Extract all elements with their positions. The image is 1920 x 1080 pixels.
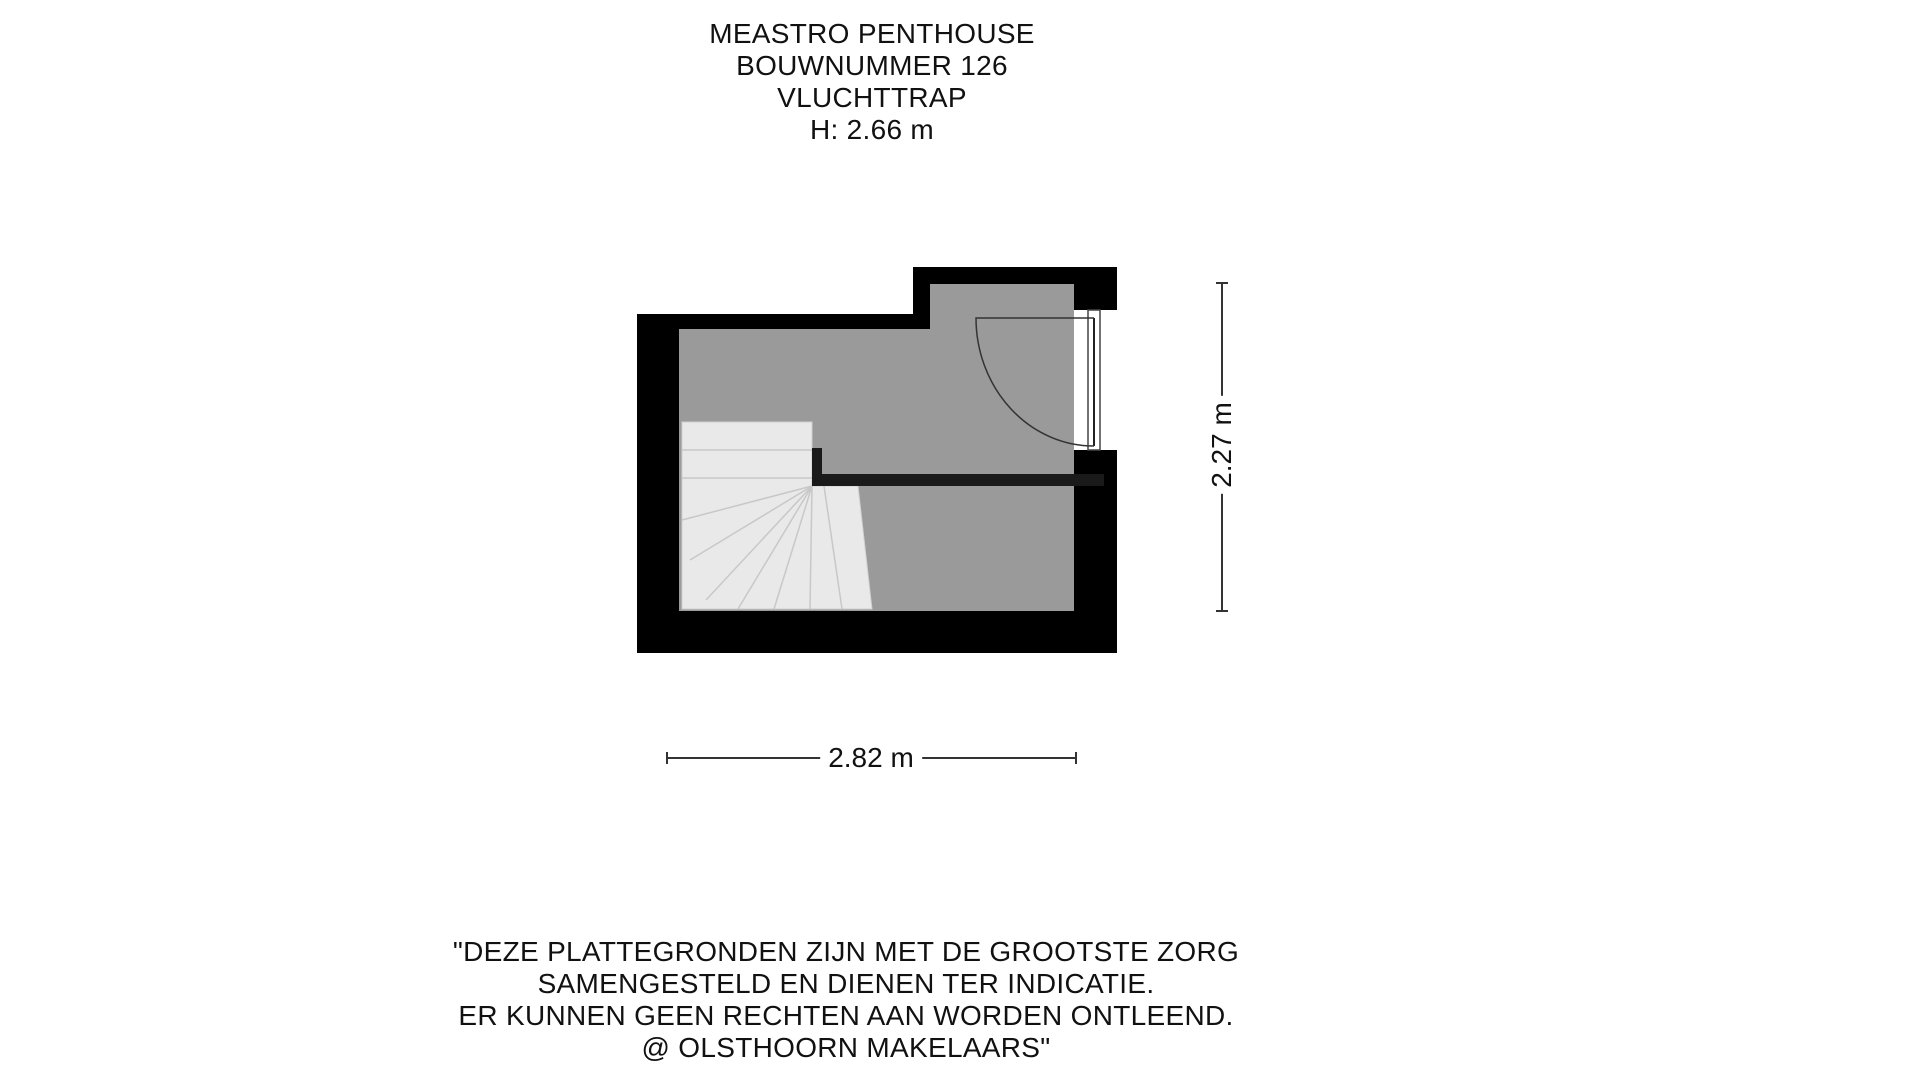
disclaimer-line: "DEZE PLATTEGRONDEN ZIJN MET DE GROOTSTE ZORG bbox=[452, 936, 1240, 967]
dimension-width-label: 2.82 m bbox=[820, 742, 922, 774]
disclaimer-line: SAMENGESTELD EN DIENEN TER INDICATIE. bbox=[537, 968, 1155, 999]
room-name: VLUCHTTRAP bbox=[777, 82, 967, 113]
project-name: MEASTRO PENTHOUSE bbox=[709, 18, 1035, 49]
disclaimer bbox=[0, 936, 1692, 1064]
disclaimer-line: ER KUNNEN GEEN RECHTEN AAN WORDEN ONTLEEND. bbox=[458, 1000, 1234, 1031]
disclaimer-line: @ OLSTHOORN MAKELAARS" bbox=[641, 1032, 1051, 1063]
ceiling-height: H: 2.66 m bbox=[809, 114, 935, 145]
build-number: BOUWNUMMER 126 bbox=[736, 50, 1008, 81]
dimension-depth-label: 2.27 m bbox=[1206, 396, 1238, 494]
